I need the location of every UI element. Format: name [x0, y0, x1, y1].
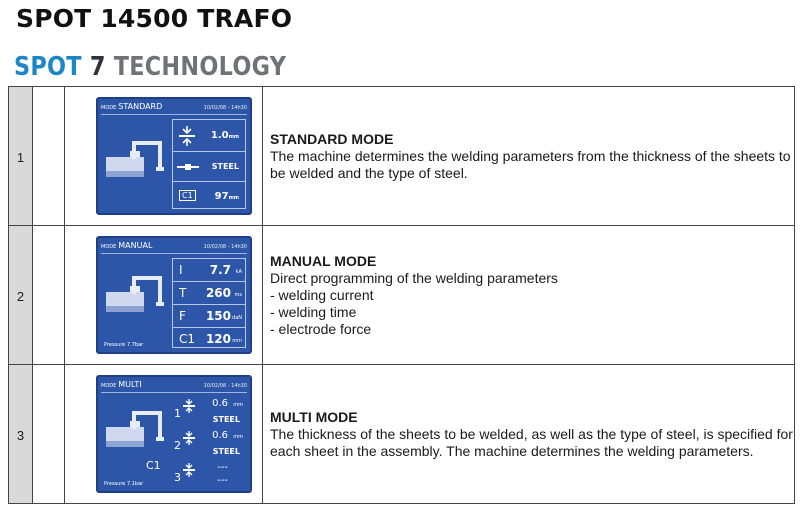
display-screen-multi: MODE MULTI 10/02/08 - 14h30 C1 Pressure 7.1bar 1 0.6 mm STEEL 2 0.6 mm STEEL 3 --- --- — [96, 375, 252, 493]
param-panel: 1.0mm STEEL C1 97mm — [172, 119, 246, 209]
screen-cell — [65, 365, 263, 504]
sheet-steel: --- — [217, 475, 228, 486]
screen-date: 10/02/08 - 14h30 — [203, 105, 247, 111]
screen-cell — [65, 226, 263, 365]
description-line: Direct programming of the welding parameters — [270, 269, 558, 286]
sheet-icon — [177, 164, 199, 170]
description-line: - welding time — [270, 303, 357, 320]
arm-length: 97 — [214, 191, 229, 202]
description-cell — [263, 226, 795, 365]
sheet-steel: STEEL — [212, 415, 240, 424]
sheet-steel: STEEL — [212, 447, 240, 456]
param-label: C1 — [179, 332, 196, 346]
display-screen-standard: MODE STANDARD 10/02/08 - 14h30 1.0mm STEEL C1 97mm — [96, 97, 252, 215]
screen-date: 10/02/08 - 14h30 — [203, 244, 247, 250]
description-line: - electrode force — [270, 320, 372, 337]
list-item: 1 0.6 mm STEEL — [174, 398, 243, 424]
pressure-readout: Pressure 7.7bar — [104, 342, 144, 348]
thickness-value: 1.0 — [210, 130, 229, 141]
modes-table — [8, 86, 795, 504]
thickness-icon — [183, 399, 195, 413]
thickness-icon — [183, 431, 195, 445]
arm-label: C1 — [179, 190, 196, 201]
pressure-readout: Pressure 7.1bar — [104, 481, 144, 487]
param-value: 7.7 — [209, 263, 231, 277]
description-cell — [263, 87, 795, 226]
table-row — [9, 226, 795, 365]
screen-mode: MANUAL — [118, 241, 153, 250]
list-item: 2 0.6 mm STEEL — [174, 430, 243, 456]
screen-cell — [65, 87, 263, 226]
table-row — [9, 87, 795, 226]
description-line: - welding current — [270, 286, 374, 303]
param-panel: I 7.7 kA T 260 ms F 150 daN C1 120 mm — [172, 258, 246, 348]
welder-icon — [104, 272, 168, 318]
list-item: 3 --- --- — [174, 462, 228, 486]
param-value: 150 — [205, 309, 231, 323]
sheet-list — [174, 397, 246, 489]
screen-mode: MULTI — [118, 380, 142, 389]
thickness-icon — [183, 463, 195, 477]
arm-label: C1 — [146, 459, 161, 472]
welder-icon — [104, 407, 168, 453]
param-value: 120 — [205, 332, 231, 346]
sheet-thickness: --- — [217, 462, 228, 473]
row-number: 2 — [9, 226, 33, 365]
sheet-thickness: 0.6 — [212, 398, 228, 409]
mode-heading: MULTI MODE — [270, 408, 358, 425]
param-label: I — [179, 263, 183, 277]
mode-description: The thickness of the sheets to be welded, as well as the type of steel, is specified for each sheet in the assembly. The machine determines the welding parameters. — [270, 425, 793, 459]
welder-icon — [104, 137, 168, 183]
subtitle-spot: SPOT — [14, 52, 82, 82]
row-number: 3 — [9, 365, 33, 504]
display-screen-manual: MODE MANUAL 10/02/08 - 14h30 Pressure 7.7bar I 7.7 kA T 260 ms F 150 daN C1 120 mm — [96, 236, 252, 354]
subtitle-technology: TECHNOLOGY — [113, 52, 287, 82]
table-row — [9, 365, 795, 504]
steel-label: STEEL — [211, 162, 239, 171]
screen-mode: STANDARD — [118, 102, 163, 111]
param-label: F — [179, 309, 186, 323]
param-value: 260 — [205, 286, 231, 300]
subtitle-number: 7 — [89, 52, 106, 82]
param-label: T — [179, 286, 187, 300]
screen-date: 10/02/08 - 14h30 — [203, 383, 247, 389]
mode-heading: MANUAL MODE — [270, 252, 377, 269]
thickness-icon — [179, 126, 195, 146]
section-subtitle — [14, 52, 286, 82]
row-number: 1 — [9, 87, 33, 226]
sheet-thickness: 0.6 — [212, 430, 228, 441]
page-title: SPOT 14500 TRAFO — [16, 4, 293, 33]
mode-description: The machine determines the welding parameters from the thickness of the sheets to be welded and the type of steel. — [270, 147, 791, 181]
description-cell — [263, 365, 795, 504]
mode-heading: STANDARD MODE — [270, 130, 394, 147]
